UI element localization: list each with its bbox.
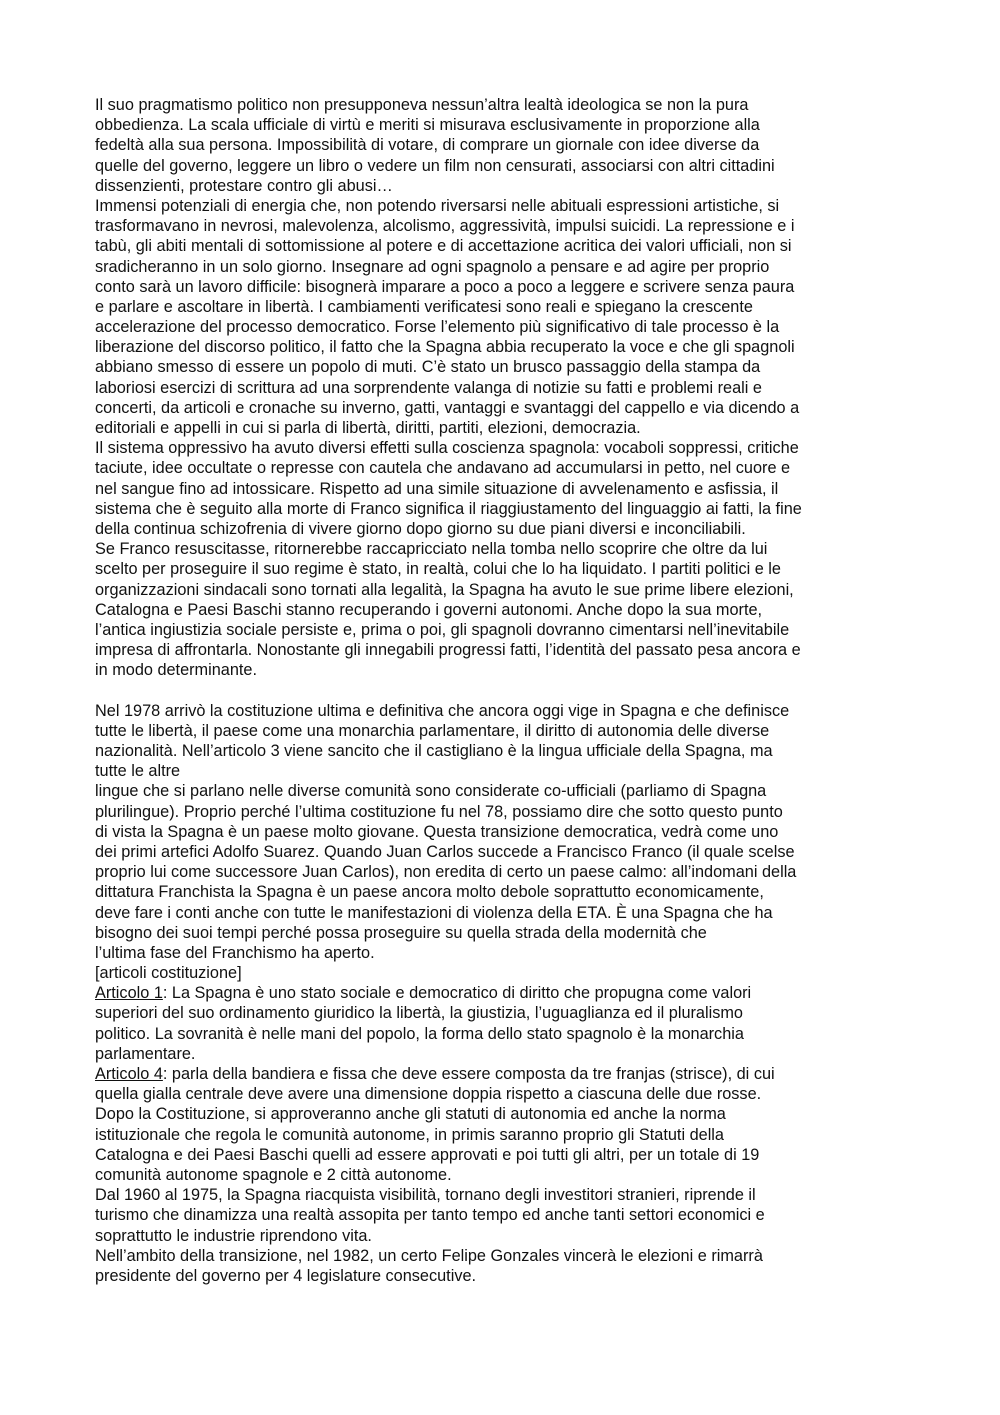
text-line: e parlare e ascoltare in libertà. I cambiamenti verificatesi sono reali e spiegano la crescente — [95, 297, 753, 316]
article-4-label: Articolo 4 — [95, 1065, 163, 1083]
text-line: dittatura Franchista la Spagna è un paese ancora molto debole soprattutto economicamente, — [95, 883, 764, 902]
text-line: parlamentare. — [95, 1044, 196, 1063]
article-4 — [95, 1064, 925, 1104]
text-line: conto sarà un lavoro difficile: bisognerà imparare a poco a poco a leggere e scrivere senza paura — [95, 277, 795, 296]
text-line: Il suo pragmatismo politico non presupponeva nessun’altra lealtà ideologica se non la pura — [95, 96, 749, 114]
article-1-text: : La Spagna è uno stato sociale e democratico di diritto che propugna come valori — [162, 984, 752, 1003]
text-line: turismo che dinamizza una realtà assopita per tanto tempo ed anche tanti settori economici e — [95, 1206, 765, 1225]
text-line: Dal 1960 al 1975, la Spagna riacquista visibilità, tornano degli investitori stranieri, riprende il — [95, 1186, 756, 1205]
text-line: accelerazione del processo democratico. Forse l’elemento più significativo di tale processo è la — [95, 318, 780, 337]
text-line: sistema che è seguito alla morte di Franco significa il riaggiustamento del linguaggio ai fatti, la fine — [95, 499, 802, 518]
article-4-text: : parla della bandiera e fissa che deve essere composta da tre franjas (strisce), di cui — [162, 1065, 775, 1083]
text-line: quelle del governo, leggere un libro o vedere un film non censurati, associarsi con altri cittadini — [95, 156, 775, 175]
text-line: liberazione del discorso politico, il fatto che la Spagna abbia recuperato la voce e che gli spagnoli — [95, 338, 795, 357]
text-block-franchismo — [95, 95, 925, 680]
text-line: scelto per proseguire il suo regime è stato, in realtà, colui che lo ha liquidato. I partiti politici e le — [95, 560, 781, 579]
text-line: soprattutto le industrie riprendono vita. — [95, 1226, 372, 1245]
text-line: in modo determinante. — [95, 661, 258, 680]
text-line: Se Franco resuscitasse, ritornerebbe raccapricciato nella tomba nello scoprire che oltre da lui — [95, 540, 768, 559]
text-line: fedeltà alla sua persona. Impossibilità di votare, di comprare un giornale con idee diverse da — [95, 136, 760, 155]
text-block-costituzione — [95, 701, 925, 984]
text-line: tutte le libertà, il paese come una monarchia parlamentare, il diritto di autonomia delle diverse — [95, 721, 770, 740]
text-line: Nell’ambito della transizione, nel 1982, un certo Felipe Gonzales vincerà le elezioni e rimarrà — [95, 1246, 763, 1265]
text-line: Catalogna e Paesi Baschi stanno recuperando i governi autonomi. Anche dopo la sua morte, — [95, 600, 763, 619]
text-line: sradicheranno in un solo giorno. Insegnare ad ogni spagnolo a pensare e ad agire per proprio — [95, 257, 770, 276]
text-line: politico. La sovranità è nelle mani del popolo, la forma dello stato spagnolo è la monarchia — [95, 1024, 744, 1043]
text-line: lingue che si parlano nelle diverse comunità sono considerate co-ufficiali (parliamo di Spagna — [95, 782, 767, 801]
text-line: tabù, gli abiti mentali di sottomissione al potere e di accettazione acritica dei valori ufficiali, non si — [95, 237, 792, 256]
text-line: deve fare i conti anche con tutte le manifestazioni di violenza della ETA. È una Spagna che ha — [95, 903, 773, 922]
text-line: concerti, da articoli e cronache su inverno, gatti, vantaggi e svantaggi del cappello e via dicendo a — [95, 398, 800, 417]
text-line: taciute, idee occultate o represse con cautela che andavano ad accumularsi in petto, nel cuore e — [95, 459, 791, 478]
text-block-statuti — [95, 1104, 925, 1286]
text-line: organizzazioni sindacali sono tornati alla legalità, la Spagna ha avuto le sue prime libere elezioni, — [95, 580, 794, 599]
text-line: superiori del suo ordinamento giuridico la libertà, la giustizia, l’uguaglianza ed il pluralismo — [95, 1004, 743, 1023]
text-line: proprio lui come successore Juan Carlos), non eredita di certo un paese calmo: all’indomani della — [95, 863, 797, 882]
text-line: tutte le altre — [95, 762, 181, 781]
article-1 — [95, 983, 925, 1064]
text-line: presidente del governo per 4 legislature consecutive. — [95, 1266, 477, 1285]
paragraph-gap — [95, 680, 925, 700]
text-line: Dopo la Costituzione, si approveranno anche gli statuti di autonomia ed anche la norma — [95, 1105, 726, 1124]
text-line: l’ultima fase del Franchismo ha aperto. — [95, 943, 375, 962]
text-line: laboriosi esercizi di scrittura ad una sorprendente valanga di notizie su fatti e problemi reali e — [95, 378, 762, 397]
text-line: nazionalità. Nell’articolo 3 viene sancito che il castigliano è la lingua ufficiale della Spagna, ma — [95, 742, 773, 760]
text-line: Immensi potenziali di energia che, non potendo riversarsi nelle abituali espressioni artistiche, si — [95, 196, 780, 215]
text-line — [95, 1064, 925, 1084]
text-line: plurilingue). Proprio perché l’ultima costituzione fu nel 78, possiamo dire che sotto questo punto — [95, 802, 783, 821]
text-line: Nel 1978 arrivò la costituzione ultima e definitiva che ancora oggi vige in Spagna e che definisce — [95, 701, 790, 720]
text-line: trasformavano in nevrosi, malevolenza, alcolismo, aggressività, impulsi suicidi. La repressione e i — [95, 217, 795, 236]
text-line: obbedienza. La scala ufficiale di virtù e meriti si misurava esclusivamente in proporzione alla — [95, 116, 760, 135]
text-line: dissenzienti, protestare contro gli abusi… — [95, 176, 393, 195]
text-line: nel sangue fino ad intossicare. Rispetto ad una simile situazione di avvelenamento e asfissia, il — [95, 479, 779, 498]
text-line: bisogno dei suoi tempi perché possa proseguire su quella strada della modernità che — [95, 923, 707, 942]
text-line: quella gialla centrale deve avere una dimensione doppia rispetto a ciascuna delle due rosse. — [95, 1085, 762, 1104]
text-line: istituzionale che regola le comunità autonome, in primis saranno proprio gli Statuti della — [95, 1125, 724, 1144]
text-line: Catalogna e dei Paesi Baschi quelli ad essere approvati e poi tutti gli altri, per un totale di 19 — [95, 1145, 760, 1164]
text-line: di vista la Spagna è un paese molto giovane. Questa transizione democratica, vedrà come uno — [95, 822, 779, 841]
text-line: impresa di affrontarla. Nonostante gli innegabili progressi fatti, l’identità del passato pesa ancora e — [95, 641, 801, 660]
text-line: Il sistema oppressivo ha avuto diversi effetti sulla coscienza spagnola: vocaboli soppressi, critiche — [95, 439, 799, 458]
document-page — [95, 95, 925, 1286]
article-1-label: Articolo 1 — [95, 984, 163, 1003]
text-line: abbiano smesso di essere un popolo di muti. C’è stato un brusco passaggio della stampa da — [95, 358, 761, 377]
text-line — [95, 983, 925, 1003]
text-line: editoriali e appelli in cui si parla di libertà, diritti, partiti, elezioni, democrazia. — [95, 419, 641, 437]
text-line: dei primi artefici Adolfo Suarez. Quando Juan Carlos succede a Francisco Franco (il quale scelse — [95, 842, 795, 861]
text-line: della continua schizofrenia di vivere giorno dopo giorno su due piani diversi e inconciliabili. — [95, 519, 746, 538]
text-line: comunità autonome spagnole e 2 città autonome. — [95, 1165, 452, 1184]
text-line: [articoli costituzione] — [95, 964, 242, 983]
text-line: l’antica ingiustizia sociale persiste e, prima o poi, gli spagnoli dovranno cimentarsi nell’inevitabile — [95, 620, 790, 639]
